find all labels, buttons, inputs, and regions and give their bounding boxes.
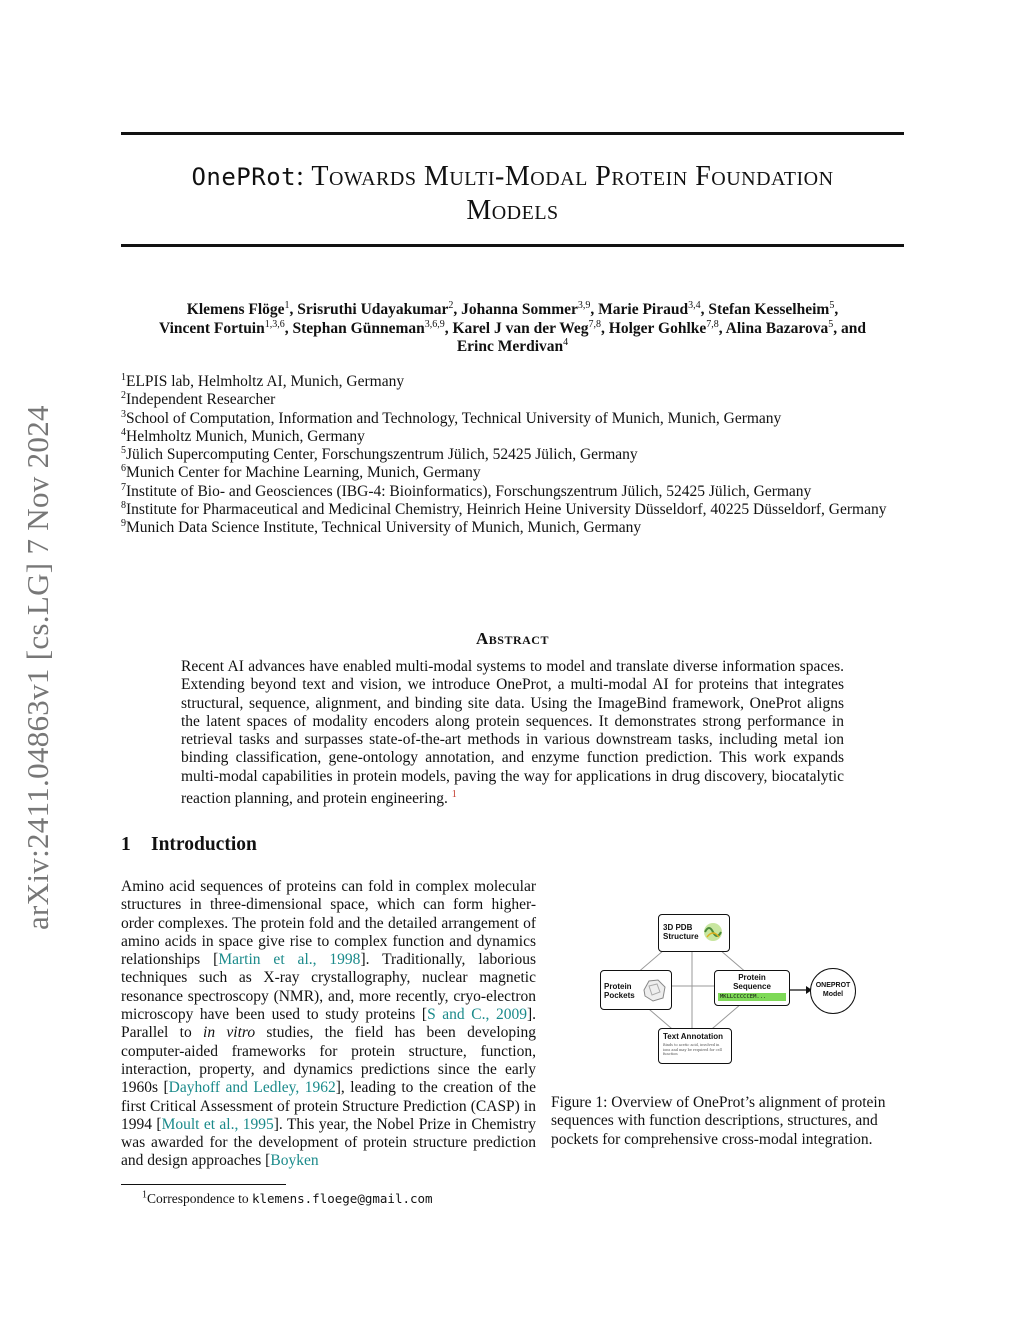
label-line: 3D PDB xyxy=(663,923,693,932)
author-affiliation-mark: 3,6,9 xyxy=(424,318,445,330)
affiliation-number: 9 xyxy=(121,518,126,530)
affiliation-text: School of Computation, Information and Technology, Technical University of Munich, Munich, Germany xyxy=(126,409,782,427)
section-heading xyxy=(121,834,257,856)
affiliation-number: 7 xyxy=(121,481,126,493)
protein-sequence-label xyxy=(715,971,789,991)
affiliation-text: Munich Center for Machine Learning, Munich, Germany xyxy=(126,464,481,482)
label-line: Sequence xyxy=(733,982,771,991)
text-annotation-box xyxy=(658,1028,732,1064)
author-name: Klemens Flöge xyxy=(186,301,285,318)
authors-conjunction: and xyxy=(841,319,867,337)
affiliation-text: Jülich Supercomputing Center, Forschungszentrum Jülich, 52425 Jülich, Germany xyxy=(126,446,638,464)
protein-pockets-box xyxy=(600,970,672,1010)
affiliation-item xyxy=(121,391,904,409)
text-annotation-label: Text Annotation xyxy=(663,1032,723,1041)
author-name: Holger Gohlke xyxy=(608,319,707,337)
intro-text: ]. Parallel to xyxy=(121,1006,536,1042)
citation-link[interactable]: S and C., 2009 xyxy=(427,1006,527,1024)
arxiv-identifier: arXiv:2411.04863v1 [cs.LG] 7 Nov 2024 xyxy=(20,405,55,930)
abstract-body xyxy=(181,658,844,809)
affiliation-item xyxy=(121,410,904,428)
affiliation-item xyxy=(121,428,904,446)
author-affiliation-mark: 7,8 xyxy=(588,318,602,330)
footnote xyxy=(142,1191,433,1207)
affiliation-item xyxy=(121,483,904,501)
affiliation-number: 3 xyxy=(121,408,126,420)
intro-text: ]. This year, the Nobel Prize in Chemistry was awarded for the development of protein structure prediction and design approaches [ xyxy=(121,1115,536,1170)
intro-italic: in vitro xyxy=(203,1024,256,1042)
author-name: Erinc Merdivan xyxy=(456,338,564,355)
affiliation-item xyxy=(121,446,904,464)
protein-structure-icon xyxy=(701,920,725,944)
author-name: Karel J van der Weg xyxy=(452,319,589,337)
affiliation-item xyxy=(121,464,904,482)
author-name: Srisruthi Udayakumar xyxy=(297,301,449,318)
citation-link[interactable]: Dayhoff and Ledley, 1962 xyxy=(168,1079,336,1097)
intro-text: ], leading to the creation of the first Critical Assessment of protein Structure Prediction (CASP) in 1994 [ xyxy=(121,1079,536,1133)
affiliation-number: 4 xyxy=(121,426,126,438)
title-model-name: OnePRot xyxy=(191,163,297,191)
section-title: Introduction xyxy=(151,834,257,855)
affiliation-item xyxy=(121,519,904,537)
author-list: Klemens Flöge$^1$, Srisruthi Udayakumar$^2$, Johanna Sommer$^{3,9}$, Marie Piraud$^{3,4}$, Stefan Kesselheim$^5$, Vincent Fortuin$^{1,3,6}$, Stephan Günneman$^{3,6,9}$, Karel J van der Weg$^{7,8}$, Holger Gohlke$^{7,8}$, Alina Bazarova$^5$, and Erinc Merdivan$^4$ xyxy=(158,299,867,355)
intro-text: studies, the field has been developing computer-aided frameworks for protein structure, function, interaction, property, and dynamics predictions since the early 1960s [ xyxy=(121,1024,536,1097)
citation-link[interactable]: Martin et al., 1998 xyxy=(218,951,361,969)
author-affiliation-mark: 7,8 xyxy=(706,318,719,330)
footnote-rule xyxy=(121,1184,286,1185)
section-number: 1 xyxy=(121,834,131,855)
author-name: Vincent Fortuin xyxy=(158,319,265,337)
title-bottom-rule xyxy=(121,244,904,247)
affiliation-number: 2 xyxy=(121,390,126,402)
affiliation-text: Helmholtz Munich, Munich, Germany xyxy=(126,427,365,445)
affiliation-number: 8 xyxy=(121,499,126,511)
paper-title xyxy=(121,160,904,227)
title-line-2: Models xyxy=(466,195,559,226)
title-line-1: : Towards Multi-Modal Protein Foundation xyxy=(296,161,834,192)
abstract-heading: Abstract xyxy=(476,629,549,648)
author-affiliation-mark: 2 xyxy=(448,299,454,311)
author-affiliation-mark: 5 xyxy=(828,318,834,330)
figure-caption: Figure 1: Overview of OneProt’s alignment of protein sequences with function descriptions, structures, and pockets for comprehensive cross-modal integration. xyxy=(551,1094,886,1148)
author-name: Stefan Kesselheim xyxy=(708,301,830,318)
author-name: Alina Bazarova xyxy=(725,319,829,337)
title-top-rule xyxy=(121,132,904,135)
citation-link[interactable]: Boyken xyxy=(270,1152,319,1170)
author-affiliation-mark: 5 xyxy=(829,299,835,311)
intro-text: ]. Traditionally, laborious techniques such as X-ray crystallography, nuclear magnetic resonance spectroscopy (NMR), and, more recently, cryo-electron microscopy have been used to study proteins [ xyxy=(121,951,536,1024)
affiliation-list xyxy=(121,373,904,538)
author-affiliation-mark: 4 xyxy=(563,336,569,348)
author-affiliation-mark: 3,4 xyxy=(688,299,701,311)
label-line: Pockets xyxy=(604,991,635,1000)
footnote-text: Correspondence to xyxy=(147,1191,252,1206)
label-line: Protein xyxy=(604,982,632,991)
footnote-email-link[interactable]: klemens.floege@gmail.com xyxy=(251,1191,433,1206)
sequence-value: MKLLCCCCCEM... xyxy=(718,993,786,1001)
label-line: ONEPROT xyxy=(815,982,851,989)
affiliation-number: 6 xyxy=(121,463,126,475)
protein-pocket-icon xyxy=(640,976,668,1004)
affiliation-text: Institute of Bio- and Geosciences (IBG-4: Bioinformatics), Forschungszentrum Jülich, 52425 Jülich, Germany xyxy=(126,482,812,500)
affiliation-number: 1 xyxy=(121,371,126,383)
model-label xyxy=(811,969,855,999)
author-affiliation-mark: 1,3,6 xyxy=(264,318,285,330)
label-line: Model xyxy=(822,991,844,998)
affiliation-item xyxy=(121,373,904,391)
author-affiliation-mark: 1 xyxy=(284,299,290,311)
author-name: Johanna Sommer xyxy=(461,301,578,318)
introduction-paragraph xyxy=(121,878,536,1171)
affiliation-text: ELPIS lab, Helmholtz AI, Munich, Germany xyxy=(126,373,405,390)
footnote-mark-link[interactable]: 1 xyxy=(451,789,457,801)
author-name: Marie Piraud xyxy=(598,301,689,318)
affiliation-text: Munich Data Science Institute, Technical University of Munich, Munich, Germany xyxy=(126,519,642,537)
pdb-structure-box xyxy=(658,914,730,952)
footnote-number: 1 xyxy=(142,1189,147,1201)
author-affiliation-mark: 3,9 xyxy=(577,299,591,311)
author-name: Stephan Günneman xyxy=(292,319,425,337)
protein-sequence-box xyxy=(714,970,790,1006)
label-line: Structure xyxy=(663,932,699,941)
label-line: Protein xyxy=(738,973,766,982)
affiliation-item xyxy=(121,501,904,519)
figure-1-diagram xyxy=(592,906,872,1086)
oneprot-model-node xyxy=(810,968,856,1014)
abstract-text: Recent AI advances have enabled multi-modal systems to model and translate diverse information spaces. Extending beyond text and vision, we introduce OneProt, a multi-modal AI for proteins that integrates structural, sequence, alignment, and binding site data. Using the ImageBind framework, OneProt aligns the latent spaces of modality encoders along protein sequences. It demonstrates strong performance in retrieval tasks and surpasses state-of-the-art methods in various downstream tasks, including metal ion binding classification, gene-ontology annotation, and enzyme function prediction. This work expands multi-modal capabilities in protein models, paving the way for applications in drug discovery, biocatalytic reaction planning, and protein engineering. xyxy=(181,658,844,808)
intro-text: Amino acid sequences of proteins can fold in complex molecular structures in three-dimensional space, which can form higher-order complexes. The protein fold and the detailed arrangement of amino acids in space give rise to complex function and dynamics relationships [ xyxy=(121,878,536,969)
affiliation-text: Institute for Pharmaceutical and Medicinal Chemistry, Heinrich Heine University Düsseldorf, 40225 Düsseldorf, Germany xyxy=(126,501,887,519)
text-annotation-body: Binds to acetic acid, involved in ions and may be required for cell function xyxy=(663,1043,722,1056)
affiliation-text: Independent Researcher xyxy=(126,391,276,409)
affiliation-number: 5 xyxy=(121,445,126,457)
citation-link[interactable]: Moult et al., 1995 xyxy=(161,1115,274,1133)
